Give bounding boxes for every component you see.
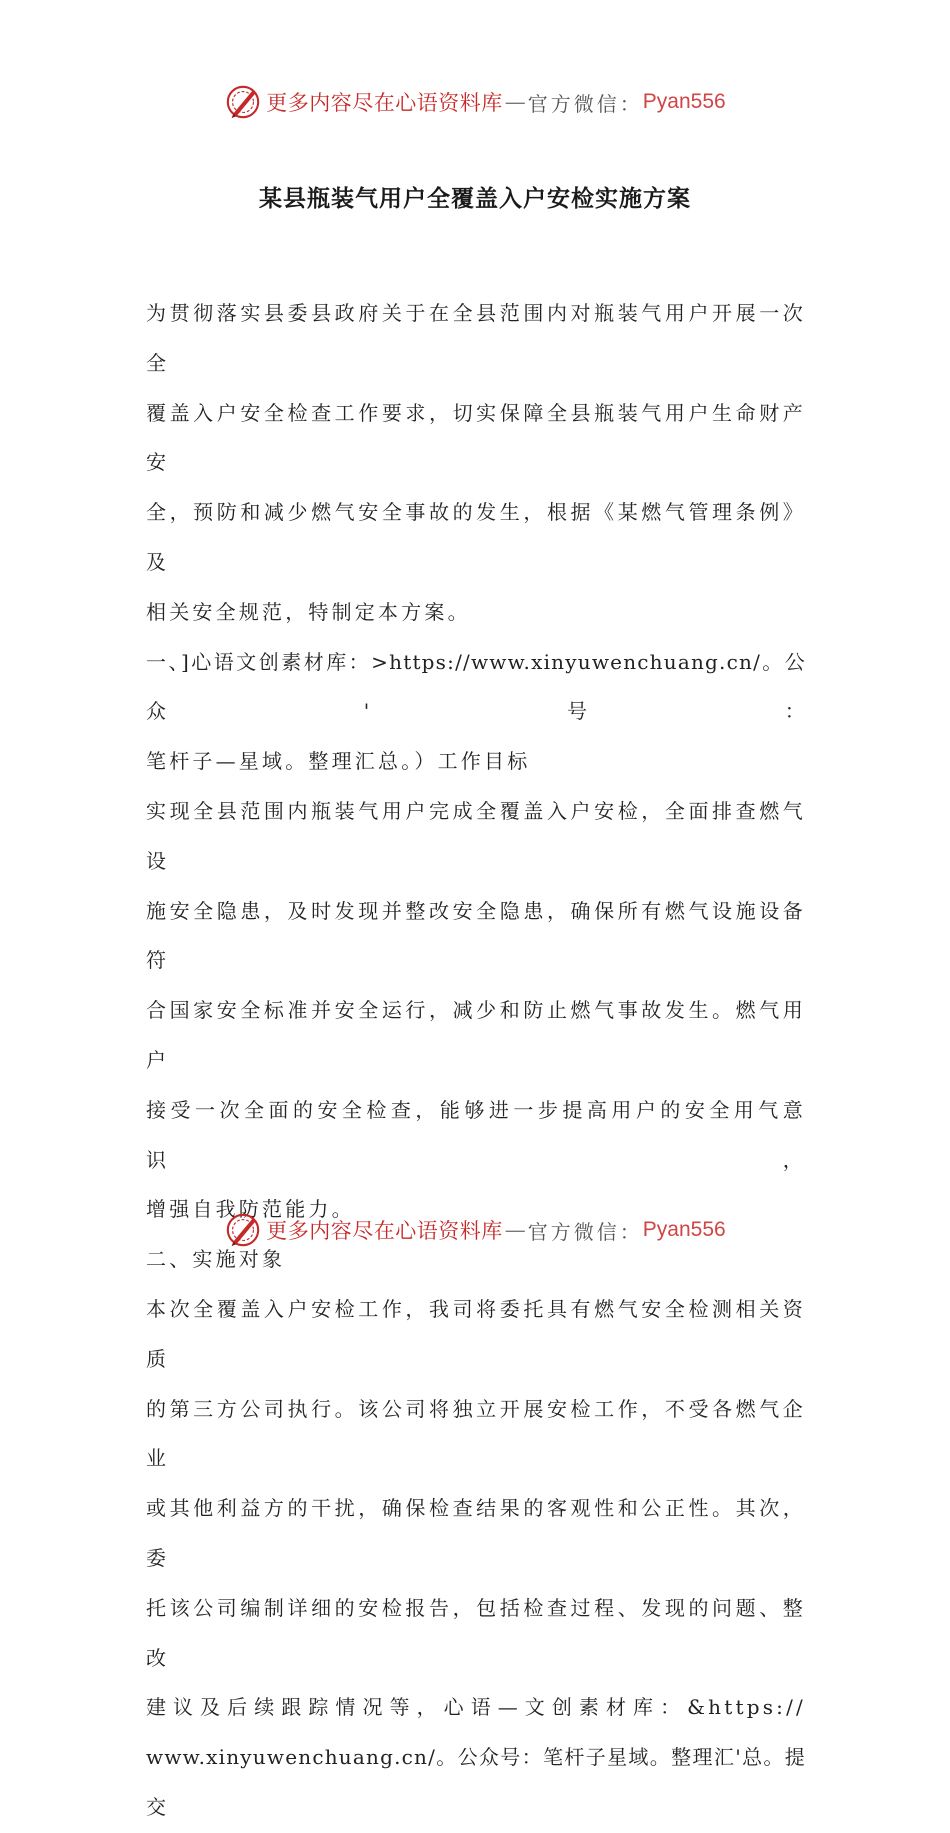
section-heading-1-line: 一、]心语文创素材库：>https://www.xinyuwenchuang.cn/。公众'号：	[146, 649, 806, 724]
body-line: 本次全覆盖入户安检工作，我司将委托具有燃气安全检测相关资质	[146, 1296, 806, 1371]
body-line: 建议及后续跟踪情况等，心语—文创素材库：&https://	[146, 1695, 806, 1720]
body-line: 实现全县范围内瓶装气用户完成全覆盖入户安检，全面排查燃气设	[146, 798, 806, 873]
section-heading-2: 二、实施对象	[146, 1247, 286, 1272]
body-line: www.xinyuwenchuang.cn/。公众号：笔杆子星域。整理汇'总。提交	[146, 1745, 806, 1819]
document-body	[146, 289, 806, 1833]
body-line: 或其他利益方的干扰，确保检查结果的客观性和公正性。其次，委	[146, 1496, 806, 1570]
header-banner	[0, 80, 950, 124]
body-line: 托该公司编制详细的安检报告，包括检查过程、发现的问题、整改	[146, 1595, 806, 1670]
banner-wechat-id: Pyan556	[642, 1218, 726, 1241]
banner-wechat-label: 官方微信：	[527, 91, 643, 116]
pen-logo-icon	[224, 1211, 262, 1249]
body-line: 覆盖入户安全检查工作要求，切实保障全县瓶装气用户生命财产安	[146, 400, 806, 475]
banner-wechat-id: Pyan556	[642, 90, 726, 113]
body-line: 全，预防和减少燃气安全事故的发生，根据《某燃气管理条例》及	[146, 500, 806, 574]
body-line: 的第三方公司执行。该公司将独立开展安检工作，不受各燃气企业	[146, 1396, 806, 1471]
banner-brand-text: 更多内容尽在心语资料库	[266, 1219, 503, 1243]
document-title: 某县瓶装气用户全覆盖入户安检实施方案	[259, 185, 691, 212]
body-line: 增强自我防范能力。	[146, 1197, 355, 1222]
banner-brand-text: 更多内容尽在心语资料库	[266, 91, 503, 115]
banner-dash: —	[504, 1218, 526, 1242]
body-line: 合国家安全标准并安全运行，减少和防止燃气事故发生。燃气用户	[146, 998, 806, 1072]
banner-dash: —	[504, 90, 526, 114]
footer-banner	[0, 1208, 950, 1252]
body-line: 接受一次全面的安全检查，能够进一步提高用户的安全用气意识，	[146, 1097, 806, 1172]
pen-logo-icon	[224, 83, 262, 121]
section-heading-1-line: 笔杆子—星域。整理汇总。）工作目标	[146, 749, 531, 774]
banner-wechat-label: 官方微信：	[527, 1219, 643, 1244]
body-line: 相关安全规范，特制定本方案。	[146, 599, 471, 624]
body-line: 为贯彻落实县委县政府关于在全县范围内对瓶装气用户开展一次全	[146, 301, 806, 375]
body-line: 施安全隐患，及时发现并整改安全隐患，确保所有燃气设施设备符	[146, 898, 806, 973]
